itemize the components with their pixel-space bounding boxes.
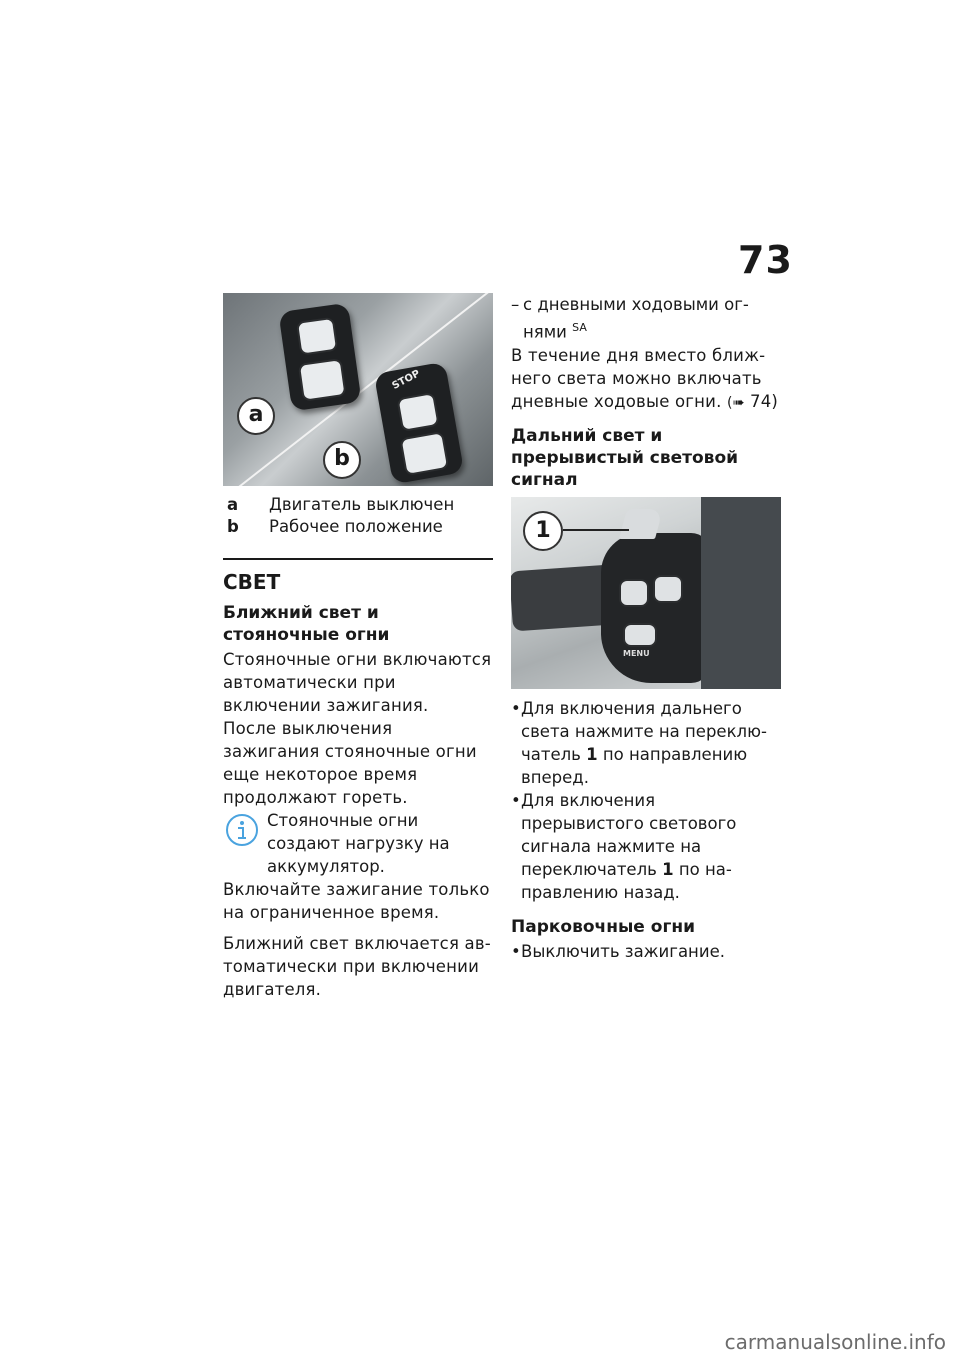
low-beam-heading: Ближний свет и стояночные огни <box>223 603 390 645</box>
left-column <box>223 293 493 1001</box>
callout-a: a <box>237 397 275 435</box>
power-icon-key <box>399 431 449 476</box>
info-note-text: Стояночные огни создают нагрузку на аккумулятор. <box>267 811 450 876</box>
engine-icon-key <box>296 317 338 356</box>
power-icon-key <box>298 358 347 402</box>
switch-cluster <box>601 533 711 683</box>
bullet-high-beam: • Для включения дальнего света нажмите на переключатель 1 по направлению вперед. <box>511 698 767 787</box>
callout-b: b <box>323 441 361 479</box>
legend-row-a: a Двигатель выключен <box>227 495 455 514</box>
low-beam-p4: Ближний свет включается автоматически при включении двигателя. <box>223 934 491 999</box>
figure-legend <box>223 494 493 538</box>
low-beam-p1: Стояночные огни включаются автоматически при включении зажигания. <box>223 650 492 715</box>
footer-watermark[interactable]: carmanualsonline.info <box>724 1330 946 1354</box>
dash-item: – с дневными ходовыми огнями $^{SA}$ <box>511 295 749 342</box>
option-sa-badge: SA <box>572 321 587 334</box>
info-icon <box>225 813 259 847</box>
stop-label: STOP <box>390 368 423 392</box>
ignition-switch-photo <box>223 293 493 486</box>
page-ref: 74 <box>750 391 772 411</box>
page-number: 73 <box>738 238 793 282</box>
lever-area <box>701 497 781 689</box>
section-rule <box>223 558 493 560</box>
parking-heading: Парковочные огни <box>511 916 695 937</box>
callout-1: 1 <box>523 511 563 551</box>
right-column <box>511 293 781 963</box>
switch-b-housing <box>374 362 464 485</box>
handlebar-switch-photo <box>511 497 781 689</box>
section-title: СВЕТ <box>223 570 281 594</box>
bullet-flash: • Для включения прерывистого светового сигнала нажмите на переключатель 1 по направлению назад. <box>511 790 737 902</box>
page-ref-arrow-icon: (➠ <box>726 394 745 411</box>
bullet-parking: • Выключить зажигание. <box>511 941 725 961</box>
switch-a-housing <box>278 303 361 412</box>
callout-leader-line <box>563 529 629 531</box>
drl-text: В течение дня вместо ближнего света можно включать дневные ходовые огни. (➠ 74) <box>511 345 779 411</box>
low-beam-p2: После выключения зажигания стояночные огни еще некоторое время продолжают гореть. <box>223 719 477 807</box>
high-beam-heading: Дальний свет и прерывистый световой сигнал <box>511 425 739 490</box>
legend-row-b: b Рабочее положение <box>227 517 443 536</box>
info-note <box>223 809 493 878</box>
engine-icon-key <box>396 392 439 432</box>
menu-label: MENU <box>623 648 650 658</box>
low-beam-p3: Включайте зажигание только на ограниченное время. <box>223 880 490 922</box>
